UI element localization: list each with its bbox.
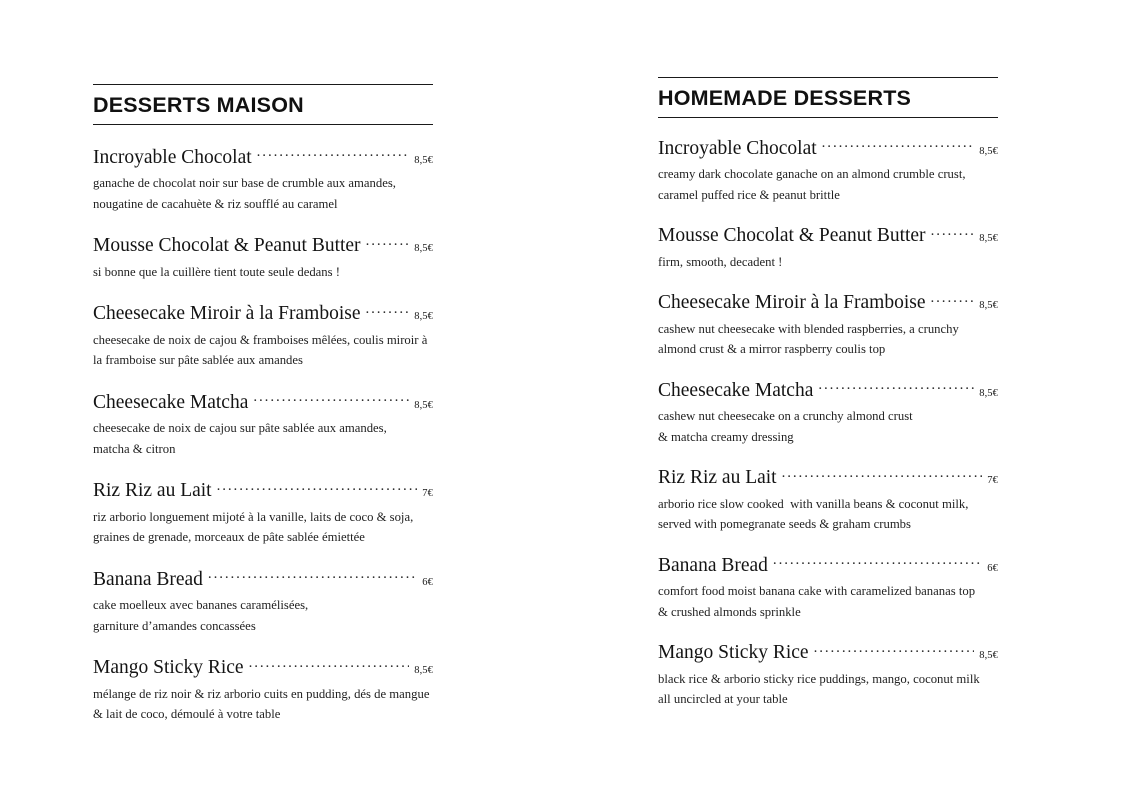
menu-item-description-line: black rice & arborio sticky rice puddings, mango, coconut milk [658,671,980,686]
menu-item-description-line: si bonne que la cuillère tient toute seule dedans ! [93,264,340,279]
dot-leader [217,480,418,496]
menu-item-price: 7€ [987,475,998,487]
menu-item-price: 8,5€ [414,154,433,166]
dot-leader [822,138,975,154]
menu-item-name: Cheesecake Matcha [658,379,814,401]
menu-item-description [93,418,433,459]
menu-item-description-line: cheesecake de noix de cajou & framboises mêlées, coulis miroir à [93,332,428,347]
menu-item-price: 8,5€ [979,650,998,662]
menu-item-line [658,642,998,664]
menu-item [93,657,433,725]
menu-item-description-line: cashew nut cheesecake on a crunchy almond crust [658,409,913,424]
menu-item-price: 8,5€ [979,387,998,399]
menu-item-description-line: ganache de chocolat noir sur base de crumble aux amandes, [93,175,396,190]
menu-item-description-line: & matcha creamy dressing [658,429,794,444]
menu-item-description [93,684,433,725]
dot-leader [253,392,409,408]
menu-item-description-line: almond crust & a mirror raspberry coulis top [658,342,886,357]
dot-leader [931,225,975,241]
menu-column-homemade-desserts [658,77,998,730]
dot-leader [773,555,982,571]
menu-item [658,555,998,623]
menu-item-description-line: nougatine de cacahuète & riz soufflé au caramel [93,196,338,211]
menu-item-line [93,392,433,414]
menu-item-description-line: cheesecake de noix de cajou sur pâte sablée aux amandes, [93,421,387,436]
menu-item-price: 8,5€ [979,233,998,245]
dot-leader [208,569,417,585]
menu-item-description [93,595,433,636]
menu-item [658,380,998,448]
menu-item-name: Mousse Chocolat & Peanut Butter [93,235,361,257]
menu-item-name: Incroyable Chocolat [93,146,252,168]
menu-item-price: 8,5€ [414,311,433,323]
menu-item-description [658,252,998,273]
dot-leader [366,303,410,319]
menu-item-line [658,555,998,577]
menu-item-description-line: garniture d’amandes concassées [93,618,256,633]
menu-item-description [93,173,433,214]
dot-leader [782,467,983,483]
menu-item-line [658,225,998,247]
menu-item-description-line: & lait de coco, démoulé à votre table [93,707,281,722]
menu-item [93,147,433,215]
menu-item-name: Cheesecake Miroir à la Framboise [658,292,926,314]
menu-item-name: Mango Sticky Rice [658,642,809,664]
menu-item-description-line: arborio rice slow cooked with vanilla beans & coconut milk, [658,496,969,511]
menu-item-line [93,303,433,325]
menu-item-line [658,138,998,160]
menu-item-line [93,480,433,502]
menu-column-desserts-maison [93,84,433,725]
menu-item-name: Riz Riz au Lait [93,480,212,502]
menu-item-description [658,669,998,710]
menu-item-name: Riz Riz au Lait [658,467,777,489]
menu-item-list [658,138,998,710]
dot-leader [818,380,974,396]
menu-item-description-line: mélange de riz noir & riz arborio cuits en pudding, dés de mangue [93,686,430,701]
dot-leader [366,235,410,251]
menu-item [658,138,998,206]
menu-item-description-line: creamy dark chocolate ganache on an almond crumble crust, [658,166,966,181]
menu-item-description-line: matcha & citron [93,441,176,456]
section-title: HOMEMADE DESSERTS [658,86,912,110]
dot-leader [249,657,410,673]
menu-item-name: Banana Bread [93,568,203,590]
menu-item-description-line: caramel puffed rice & peanut brittle [658,187,840,202]
menu-item-description [93,262,433,283]
menu-item-description [658,494,998,535]
menu-item-description [93,507,433,548]
menu-item [658,225,998,272]
menu-item-line [658,292,998,314]
menu-item-description-line: all uncircled at your table [658,692,788,707]
menu-item-line [658,467,998,489]
section-title: DESSERTS MAISON [93,93,304,117]
menu-item-name: Mango Sticky Rice [93,657,244,679]
menu-item-price: 6€ [987,562,998,574]
menu-item-list [93,147,433,725]
menu-item-description [658,406,998,447]
menu-item [93,235,433,282]
menu-item-price: 8,5€ [979,300,998,312]
section-header-desserts-maison [93,84,433,125]
menu-item-name: Mousse Chocolat & Peanut Butter [658,225,926,247]
menu-item-description-line: la framboise sur pâte sablée aux amandes [93,353,303,368]
menu-item-price: 8,5€ [414,243,433,255]
menu-item-description [93,330,433,371]
menu-item-description-line: cashew nut cheesecake with blended raspberries, a crunchy [658,321,959,336]
menu-item-description-line: comfort food moist banana cake with caramelized bananas top [658,584,976,599]
menu-item-line [93,657,433,679]
menu-item [658,292,998,360]
dot-leader [257,147,410,163]
menu-item-price: 8,5€ [414,399,433,411]
menu-item-description-line: riz arborio longuement mijoté à la vanille, laits de coco & soja, [93,509,414,524]
menu-item [93,480,433,548]
menu-item-line [658,380,998,402]
menu-item-description [658,319,998,360]
menu-item-description-line: cake moelleux avec bananes caramélisées, [93,598,309,613]
menu-item [658,642,998,710]
menu-item [93,569,433,637]
dot-leader [814,642,975,658]
menu-item [93,303,433,371]
menu-item-description-line: firm, smooth, decadent ! [658,254,783,269]
menu-item-description-line: served with pomegranate seeds & graham crumbs [658,517,911,532]
section-header-homemade-desserts [658,77,998,118]
menu-item-line [93,147,433,169]
menu-item-line [93,569,433,591]
menu-item-description [658,164,998,205]
dot-leader [931,292,975,308]
menu-item [658,467,998,535]
menu-item-price: 8,5€ [979,145,998,157]
menu-item-price: 7€ [422,488,433,500]
menu-item-description-line: graines de grenade, morceaux de pâte sablée émiettée [93,530,365,545]
menu-item-name: Banana Bread [658,554,768,576]
menu-item-line [93,235,433,257]
menu-item-price: 8,5€ [414,665,433,677]
menu-item-name: Incroyable Chocolat [658,137,817,159]
menu-item-name: Cheesecake Miroir à la Framboise [93,303,361,325]
menu-item-price: 6€ [422,576,433,588]
menu-item-description-line: & crushed almonds sprinkle [658,604,801,619]
menu-item-description [658,581,998,622]
menu-item [93,392,433,460]
menu-item-name: Cheesecake Matcha [93,391,249,413]
